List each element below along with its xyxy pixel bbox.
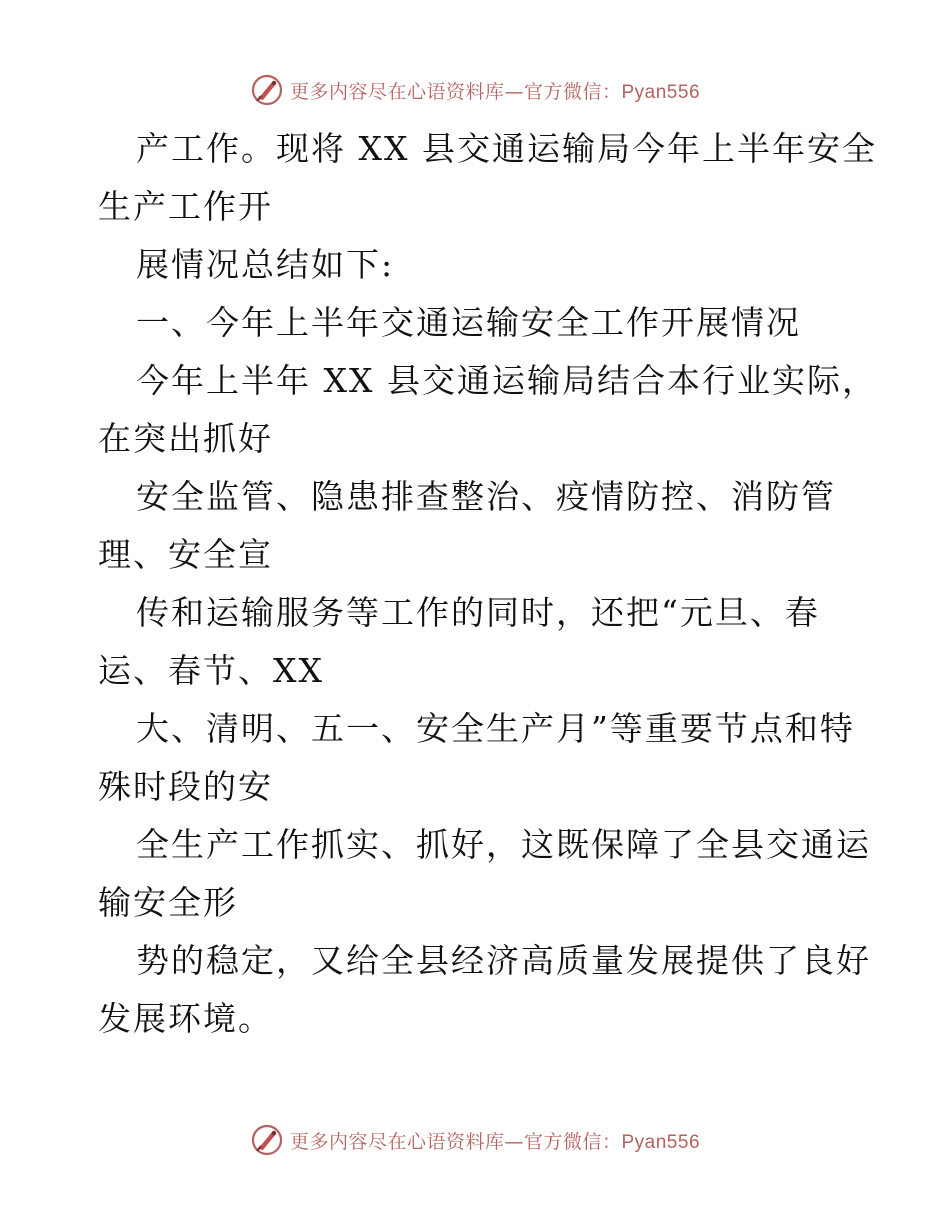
text-line: 今年上半年 XX 县交通运输局结合本行业实际， (136, 361, 877, 400)
header-banner (0, 70, 950, 110)
text-line: 传和运输服务等工作的同时，还把“元旦、春 (136, 593, 820, 632)
text-line: 展情况总结如下: (136, 245, 395, 284)
text-line: 输安全形 (98, 883, 238, 922)
text-line: 运、春节、XX (98, 651, 324, 690)
text-line: 在突出抓好 (98, 419, 273, 458)
document-body (98, 120, 877, 1048)
quill-pen-icon (250, 1123, 284, 1157)
banner-text: 更多内容尽在心语资料库 (289, 80, 505, 103)
banner-handle: Pyan556 (621, 1131, 701, 1153)
footer-banner (0, 1120, 950, 1160)
text-line: 产工作。现将 XX 县交通运输局今年上半年安全 (136, 129, 877, 168)
banner-handle: Pyan556 (621, 81, 701, 103)
banner-contact: 官方微信： (523, 1130, 622, 1153)
text-line: 大、清明、五一、安全生产月”等重要节点和特 (136, 709, 855, 748)
banner-text: 更多内容尽在心语资料库 (289, 1130, 505, 1153)
text-line: 安全监管、隐患排查整治、疫情防控、消防管 (136, 477, 836, 516)
banner-separator: — (504, 1130, 524, 1153)
text-line: 理、安全宣 (98, 535, 273, 574)
banner-contact: 官方微信： (523, 80, 622, 103)
quill-pen-icon (250, 73, 284, 107)
text-line: 全生产工作抓实、抓好，这既保障了全县交通运 (136, 825, 871, 864)
text-line: 势的稳定，又给全县经济高质量发展提供了良好 (136, 941, 871, 980)
section-heading: 一、今年上半年交通运输安全工作开展情况 (136, 303, 801, 342)
text-line: 生产工作开 (98, 187, 273, 226)
text-line: 发展环境。 (98, 999, 273, 1038)
text-line: 殊时段的安 (98, 767, 273, 806)
banner-separator: — (504, 80, 524, 103)
